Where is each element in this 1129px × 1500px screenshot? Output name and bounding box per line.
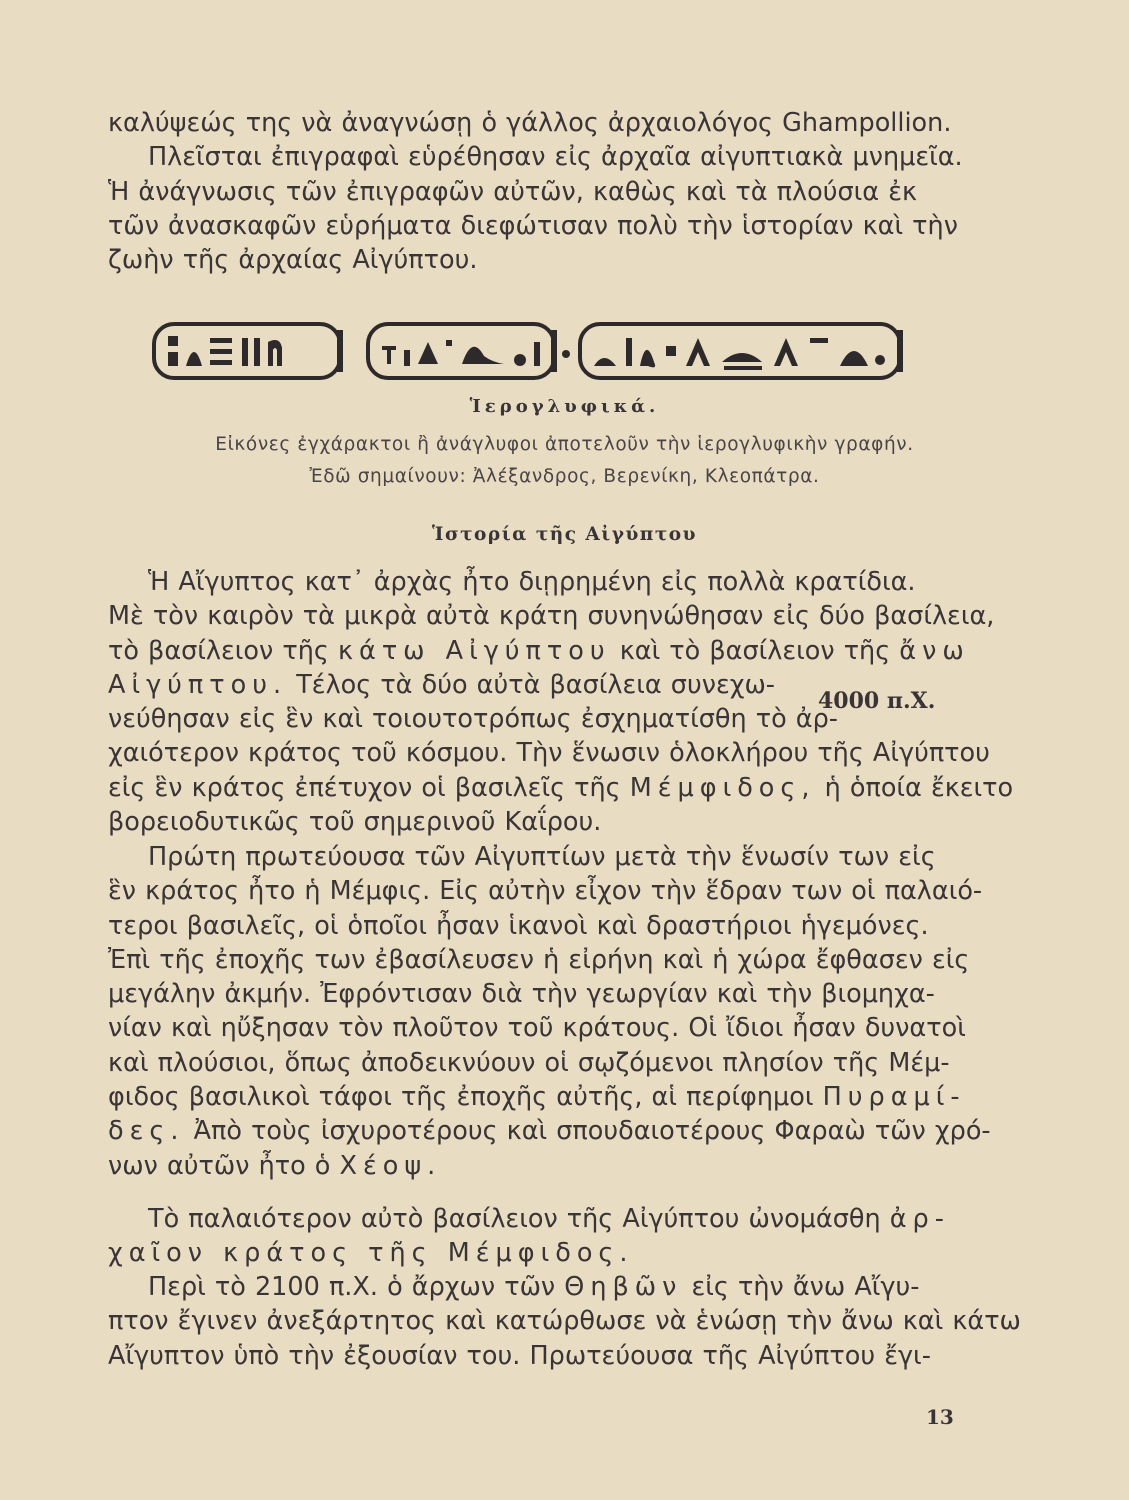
emphasis-text: χαῖον κράτος τῆς Μέμφιδος. (108, 1238, 634, 1269)
text-line: πτον ἔγινεν ἀνεξάρτητος καὶ κατώρθωσε νὰ ἑνώσῃ τὴν ἄνω καὶ κάτω (108, 1306, 1021, 1337)
text-line: Πλεῖσται ἐπιγραφαὶ εὑρέθησαν εἰς ἀρχαῖα αἰγυπτιακὰ μνημεῖα. (148, 142, 963, 173)
emphasis-text: κάτω Αἰγύπτου (337, 635, 611, 666)
emphasis-text: Μέμφιδος, (629, 772, 816, 803)
section-heading: Ἱστορία τῆς Αἰγύπτου (432, 524, 697, 545)
text-line: βορειοδυτικῶς τοῦ σημερινοῦ Καΐρου. (108, 807, 602, 838)
emphasis-text: ἀρ- (889, 1204, 950, 1234)
figure-caption-line: Ἐδῶ σημαίνουν: Ἀλέξανδρος, Βερενίκη, Κλεοπάτρα. (309, 466, 820, 487)
text-run: τὸ βασίλειον τῆς (108, 635, 329, 666)
text-line: μεγάλην ἀκμήν. Ἐφρόντισαν διὰ τὴν γεωργίαν καὶ τὴν βιομηχα- (108, 979, 935, 1010)
emphasis-text: Χέοψ. (339, 1150, 442, 1181)
text-run: Περὶ τὸ 2100 π.Χ. ὁ ἄρχων τῶν (148, 1272, 556, 1302)
text-line: Πρώτη πρωτεύουσα τῶν Αἰγυπτίων μετὰ τὴν ἕνωσίν των εἰς (148, 842, 936, 872)
emphasis-text: δες. (108, 1116, 185, 1147)
text-line: τῶν ἀνασκαφῶν εὑρήματα διεφώτισαν πολὺ τὴν ἱστορίαν καὶ τὴν (108, 210, 958, 241)
text-line (108, 1149, 956, 1183)
text-line: ἓν κράτος ἦτο ἡ Μέμφις. Εἰς αὐτὴν εἶχον τὴν ἕδραν των οἱ παλαιό- (108, 876, 983, 907)
margin-date-note: 4000 π.Χ. (818, 688, 936, 714)
text-line: τεροι βασιλεῖς, οἱ ὁποῖοι ἦσαν ἱκανοὶ καὶ δραστήριοι ἡγεμόνες. (108, 910, 929, 941)
memphis-paragraph (108, 840, 991, 1183)
text-run: ἡ ὁποία ἔκειτο (824, 772, 1014, 803)
emphasis-text: Αἰγύπτου. (108, 669, 288, 700)
text-line: Αἴγυπτον ὑπὸ τὴν ἐξουσίαν του. Πρωτεύουσα τῆς Αἰγύπτου ἔγι- (108, 1340, 931, 1371)
old-kingdom-paragraph (108, 1202, 956, 1271)
cartouche-berenike (368, 324, 554, 378)
text-run: Τέλος τὰ δύο αὐτὰ βασίλεια συνεχω- (296, 669, 776, 700)
text-line: Μὲ τὸν καιρὸν τὰ μικρὰ αὐτὰ κράτη συνηνώθησαν εἰς δύο βασίλεια, (108, 601, 995, 632)
text-run: καὶ τὸ βασίλειον τῆς (619, 635, 891, 666)
text-run: Ἀπὸ τοὺς ἰσχυροτέρους καὶ σπουδαιοτέρους Φαραὼ τῶν χρό- (193, 1116, 991, 1147)
figure-title: Ἱερογλυφικά. (469, 396, 660, 417)
text-line: καὶ πλούσιοι, ὅπως ἀποδεικνύουν οἱ σῳζόμενοι πλησίον τῆς Μέμ- (108, 1047, 950, 1078)
text-line: χαιότερον κράτος τοῦ κόσμου. Τὴν ἕνωσιν ὁλοκλήρου τῆς Αἰγύπτου (108, 738, 990, 769)
text-line: νεύθησαν εἰς ἓν καὶ τοιουτοτρόπως ἐσχηματίσθη τὸ ἀρ- (108, 704, 839, 735)
text-run: εἰς τὴν ἄνω Αἴγυ- (691, 1272, 920, 1302)
emphasis-text: Πυραμί- (822, 1082, 966, 1113)
text-line (108, 1202, 956, 1236)
text-line (108, 1236, 956, 1270)
text-line (108, 1114, 991, 1148)
text-run: εἰς ἓν κράτος ἐπέτυχον οἱ βασιλεῖς τῆς (108, 772, 621, 803)
text-line: καλύψεώς της νὰ ἀναγνώσῃ ὁ γάλλος ἀρχαιολόγος Ghampollion. (108, 108, 952, 138)
text-line: Ἡ Αἴγυπτος κατ᾽ ἀρχὰς ἦτο διῃρημένη εἰς πολλὰ κρατίδια. (148, 567, 916, 597)
text-line (108, 634, 970, 668)
text-line: Ἐπὶ τῆς ἐποχῆς των ἐβασίλευσεν ἡ εἰρήνη καὶ ἡ χώρα ἔφθασεν εἰς (108, 944, 970, 975)
text-run: Τὸ παλαιότερον αὐτὸ βασίλειον τῆς Αἰγύπτου ὠνομάσθη (148, 1204, 881, 1234)
text-line (108, 771, 1014, 805)
intro-paragraph (108, 106, 963, 277)
text-line: ζωὴν τῆς ἀρχαίας Αἰγύπτου. (108, 245, 478, 276)
page-number: 13 (926, 1405, 954, 1429)
emphasis-text: ἄνω (899, 635, 970, 666)
text-line (108, 1270, 956, 1304)
text-run: φιδος βασιλικοὶ τάφοι τῆς ἐποχῆς αὐτῆς, αἱ περίφημοι (108, 1082, 814, 1113)
text-line: Ἡ ἀνάγνωσις τῶν ἐπιγραφῶν αὐτῶν, καθὼς καὶ τὰ πλούσια ἐκ (108, 176, 918, 207)
hieroglyph-cartouches-illustration (150, 316, 910, 386)
thebes-paragraph (108, 1270, 1021, 1373)
text-run: νων αὐτῶν ἦτο ὁ (108, 1150, 331, 1181)
text-line (108, 1080, 966, 1114)
text-line: νίαν καὶ ηὔξησαν τὸν πλοῦτον τοῦ κράτους. Οἱ ἴδιοι ἦσαν δυνατοὶ (108, 1013, 966, 1044)
figure-caption-line: Εἰκόνες ἐγχάρακτοι ἢ ἀνάγλυφοι ἀποτελοῦν τὴν ἱερογλυφικὴν γραφήν. (215, 434, 914, 455)
hieroglyph-glyphs (168, 336, 885, 370)
emphasis-text: Θηβῶν (564, 1272, 683, 1302)
